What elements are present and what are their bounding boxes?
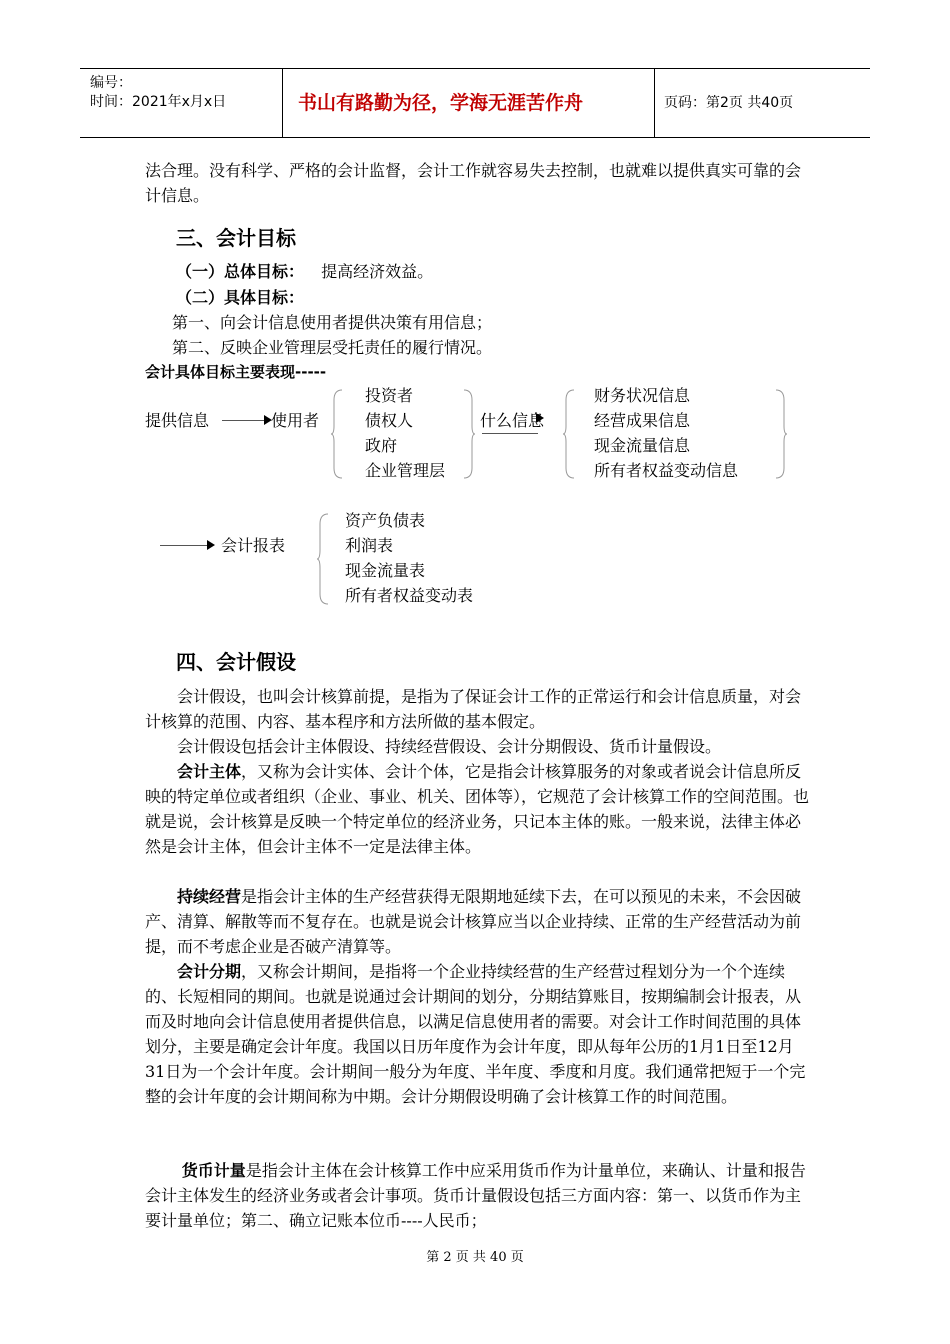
assumption-paragraph: 会计假设，也叫会计核算前提，是指为了保证会计工作的正常运行和会计信息质量，对会计核算的范围、内容、基本程序和方法所做的基本假定。 (145, 687, 802, 731)
intro-paragraph: 法合理。没有科学、严格的会计监督，会计工作就容易失去控制，也就难以提供真实可靠的会计信息。 (145, 161, 802, 205)
header-number: 编号： (90, 75, 132, 91)
report-item: 资产负债表 (345, 511, 426, 530)
page-footer: 第 2 页 共 40 页 (426, 1250, 524, 1265)
header-date: 时间：2021年x月x日 (90, 94, 227, 110)
arrow-head-icon (207, 540, 215, 550)
entity-paragraph (145, 759, 813, 859)
arrow-line (160, 545, 210, 546)
money-term: 货币计量 (181, 1161, 246, 1180)
diagram-reports-label: 会计报表 (221, 536, 286, 555)
period-term: 会计分期 (177, 962, 242, 981)
assumption-list-paragraph: 会计假设包括会计主体假设、持续经营假设、会计分期假设、货币计量假设。 (177, 737, 722, 756)
info-type-item: 现金流量信息 (594, 436, 691, 455)
specific-goal-point-2: 第二、反映企业管理层受托责任的履行情况。 (172, 338, 493, 357)
user-item: 债权人 (365, 411, 414, 430)
right-brace-icon (462, 388, 476, 480)
user-item: 投资者 (365, 386, 414, 405)
right-brace-icon (774, 388, 788, 480)
arrow-line (482, 433, 538, 434)
diagram-users-label: 使用者 (271, 411, 320, 430)
going-concern-text: 是指会计主体的生产经营获得无限期地延续下去，在可以预见的未来，不会因破产、清算、解散等而不复存在。也就是说会计核算应当以企业持续、正常的生产经营活动为前提，而不考虑企业是否破产清算等。 (145, 887, 802, 956)
diagram-title: 会计具体目标主要表现----- (145, 363, 327, 381)
user-item: 企业管理层 (365, 461, 446, 480)
info-type-item: 所有者权益变动信息 (594, 461, 739, 480)
entity-term: 会计主体 (177, 762, 242, 781)
left-brace-icon (330, 388, 344, 480)
header-motto: 书山有路勤为径，学海无涯苦作舟 (298, 92, 584, 114)
going-concern-term: 持续经营 (177, 887, 242, 906)
money-paragraph (145, 1158, 813, 1233)
specific-goal-label: （二）具体目标： (176, 288, 305, 307)
specific-goal-point-1: 第一、向会计信息使用者提供决策有用信息； (172, 313, 493, 332)
arrow-line (222, 420, 268, 421)
left-brace-icon (562, 388, 576, 480)
overall-goal-label: （一）总体目标： (176, 262, 305, 281)
period-paragraph (145, 959, 813, 1109)
going-concern-paragraph (145, 884, 813, 959)
section-3-title: 三、会计目标 (176, 226, 296, 250)
report-item: 所有者权益变动表 (345, 586, 474, 605)
info-type-item: 经营成果信息 (594, 411, 691, 430)
period-text: ，又称会计期间，是指将一个企业持续经营的生产经营过程划分为一个个连续的、长短相同的期间。也就是说通过会计期间的划分，分期结算账目，按期编制会计报表，从而及时地向会计信息使用者提供信息，以满足信息使用者的需要。对会计工作时间范围的具体划分，主要是确定会计年度。我国以日历年度作为会计年度，即从每年公历的1月1日至12月31日为一个会计年度。会计期间一般分为年度、半年度、季度和月度。我们通常把短于一个完整的会计年度的会计期间称为中期。会计分期假设明确了会计核算工作的时间范围。 (145, 962, 806, 1106)
report-item: 现金流量表 (345, 561, 426, 580)
arrow-head-icon (536, 413, 544, 423)
diagram-what-info: 什么信息 (480, 411, 545, 430)
left-brace-icon (316, 512, 330, 606)
header-page-number: 页码：第2页 共40页 (664, 95, 794, 111)
entity-text: ，又称为会计实体、会计个体，它是指会计核算服务的对象或者说会计信息所反映的特定单位或者组织（企业、事业、机关、团体等），它规范了会计核算工作的空间范围。也就是说，会计核算是反映一个特定单位的经济业务，只记本主体的账。一般来说，法律主体必然是会计主体，但会计主体不一定是法律主体。 (145, 762, 810, 856)
overall-goal-value: 提高经济效益。 (321, 262, 434, 281)
report-item: 利润表 (345, 536, 394, 555)
diagram-provide-info: 提供信息 (145, 411, 210, 430)
info-type-item: 财务状况信息 (594, 386, 691, 405)
money-text: 是指会计主体在会计核算工作中应采用货币作为计量单位，来确认、计量和报告会计主体发生的经济业务或者会计事项。货币计量假设包括三方面内容：第一、以货币作为主要计量单位；第二、确立记账本位币----人民币； (145, 1161, 806, 1230)
user-item: 政府 (365, 436, 398, 455)
section-4-title: 四、会计假设 (176, 650, 296, 674)
